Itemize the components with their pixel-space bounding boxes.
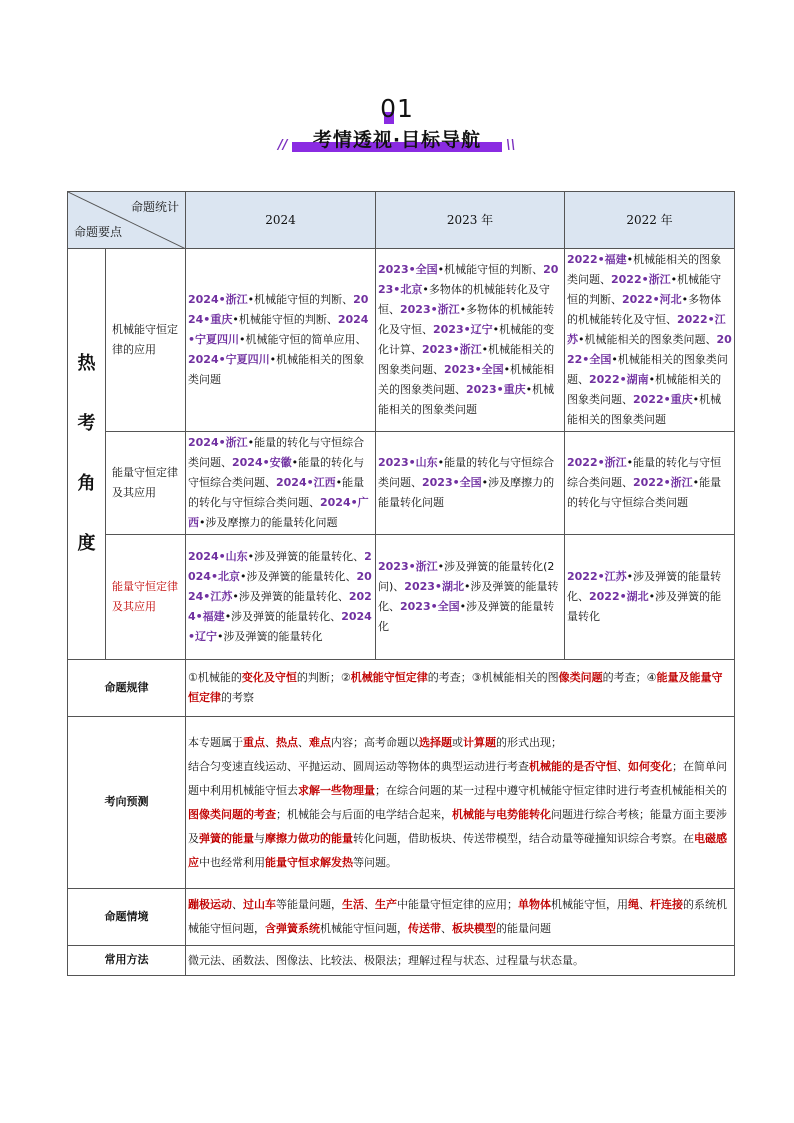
cell-2022-row3: 2022•江苏•涉及弹簧的能量转化、2022•湖北•涉及弹簧的能量转化 (565, 535, 735, 660)
rule-text: ①机械能的变化及守恒的判断；②机械能守恒定律的考查；③机械能相关的图像类问题的考查；④能量及能量守恒定律的考察 (186, 660, 735, 717)
context-text: 蹦极运动、过山车等能量问题，生活、生产中能量守恒定律的应用；单物体机械能守恒，用绳、杆连接的系统机械能守恒问题，含弹簧系统机械能守恒问题，传送带、板块模型的能量问题 (186, 889, 735, 946)
title-deco-right: \\ (506, 138, 516, 153)
cell-2023-row1: 2023•全国•机械能守恒的判断、2023•北京•多物体的机械能转化及守恒、2023•浙江•多物体的机械能转化及守恒、2023•辽宁•机械能的变化计算、2023•浙江•机械能相关的图象类问题、2023•全国•机械能相关的图象类问题、2023•重庆•机械能相关的图象类问题 (376, 249, 565, 432)
header-2022: 2022 年 (565, 192, 735, 249)
side-label-text: 热 考 角 度 (77, 353, 96, 554)
section-number-text: 01 (380, 94, 414, 123)
cell-2023-row2: 2023•山东•能量的转化与守恒综合类问题、2023•全国•涉及摩擦力的能量转化问题 (376, 432, 565, 535)
cell-2024-row2: 2024•浙江•能量的转化与守恒综合类问题、2024•安徽•能量的转化与守恒综合类问题、2024•江西•能量的转化与守恒综合类问题、2024•广西•涉及摩擦力的能量转化问题 (186, 432, 376, 535)
page-title: 考情透视·目标导航 (312, 129, 482, 151)
cell-2024-row1: 2024•浙江•机械能守恒的判断、2024•重庆•机械能守恒的判断、2024•宁夏四川•机械能守恒的简单应用、2024•宁夏四川•机械能相关的图象类问题 (186, 249, 376, 432)
row-label-3: 能量守恒定律及其应用 (106, 535, 186, 660)
cell-2023-row3: 2023•浙江•涉及弹簧的能量转化(2问)、2023•湖北•涉及弹簧的能量转化、2023•全国•涉及弹簧的能量转化 (376, 535, 565, 660)
section-number (372, 96, 422, 126)
header-2024: 2024 (186, 192, 376, 249)
row-label-1: 机械能守恒定律的应用 (106, 249, 186, 432)
side-label-hot-topics (68, 249, 106, 660)
context-label: 命题情境 (68, 889, 186, 946)
corner-top-label: 命题统计 (130, 200, 179, 214)
corner-bottom-label: 命题要点 (74, 225, 123, 240)
method-label: 常用方法 (68, 946, 186, 976)
cell-2024-row3: 2024•山东•涉及弹簧的能量转化、2024•北京•涉及弹簧的能量转化、2024•江苏•涉及弹簧的能量转化、2024•福建•涉及弹簧的能量转化、2024•辽宁•涉及弹簧的能量转化 (186, 535, 376, 660)
cell-2022-row2: 2022•浙江•能量的转化与守恒综合类问题、2022•浙江•能量的转化与守恒综合类问题 (565, 432, 735, 535)
row-label-2: 能量守恒定律及其应用 (106, 432, 186, 535)
forecast-label: 考向预测 (68, 717, 186, 889)
forecast-text: 本专题属于重点、热点、难点内容；高考命题以选择题或计算题的形式出现； 结合匀变速直线运动、平抛运动、圆周运动等物体的典型运动进行考查机械能的是否守恒、如何变化；在简单问题中利用机械能守恒去求解一些物理量；在综合问题的某一过程中遵守机械能守恒定律时进行考查机械能相关的图像类问题的考查；机械能会与后面的电学结合起来，机械能与电势能转化问题进行综合考核；能量方面主要涉及弹簧的能量与摩擦力做功的能量转化问题，借助板块、传送带模型，结合动量等碰撞知识综合考察。在电磁感应中也经常利用能量守恒求解发热等问题。 (186, 717, 735, 889)
header-2023: 2023 年 (376, 192, 565, 249)
rule-label: 命题规律 (68, 660, 186, 717)
method-text: 微元法、函数法、图像法、比较法、极限法；理解过程与状态、过程量与状态量。 (186, 946, 735, 976)
exam-analysis-table (67, 191, 735, 976)
cell-2022-row1: 2022•福建•机械能相关的图象类问题、2022•浙江•机械能守恒的判断、2022•河北•多物体的机械能转化及守恒、2022•江苏•机械能相关的图象类问题、2022•全国•机械能相关的图象类问题、2022•湖南•机械能相关的图象类问题、2022•重庆•机械能相关的图象类问题 (565, 249, 735, 432)
title-deco-left: // (278, 138, 288, 153)
table-corner-cell (68, 192, 186, 249)
